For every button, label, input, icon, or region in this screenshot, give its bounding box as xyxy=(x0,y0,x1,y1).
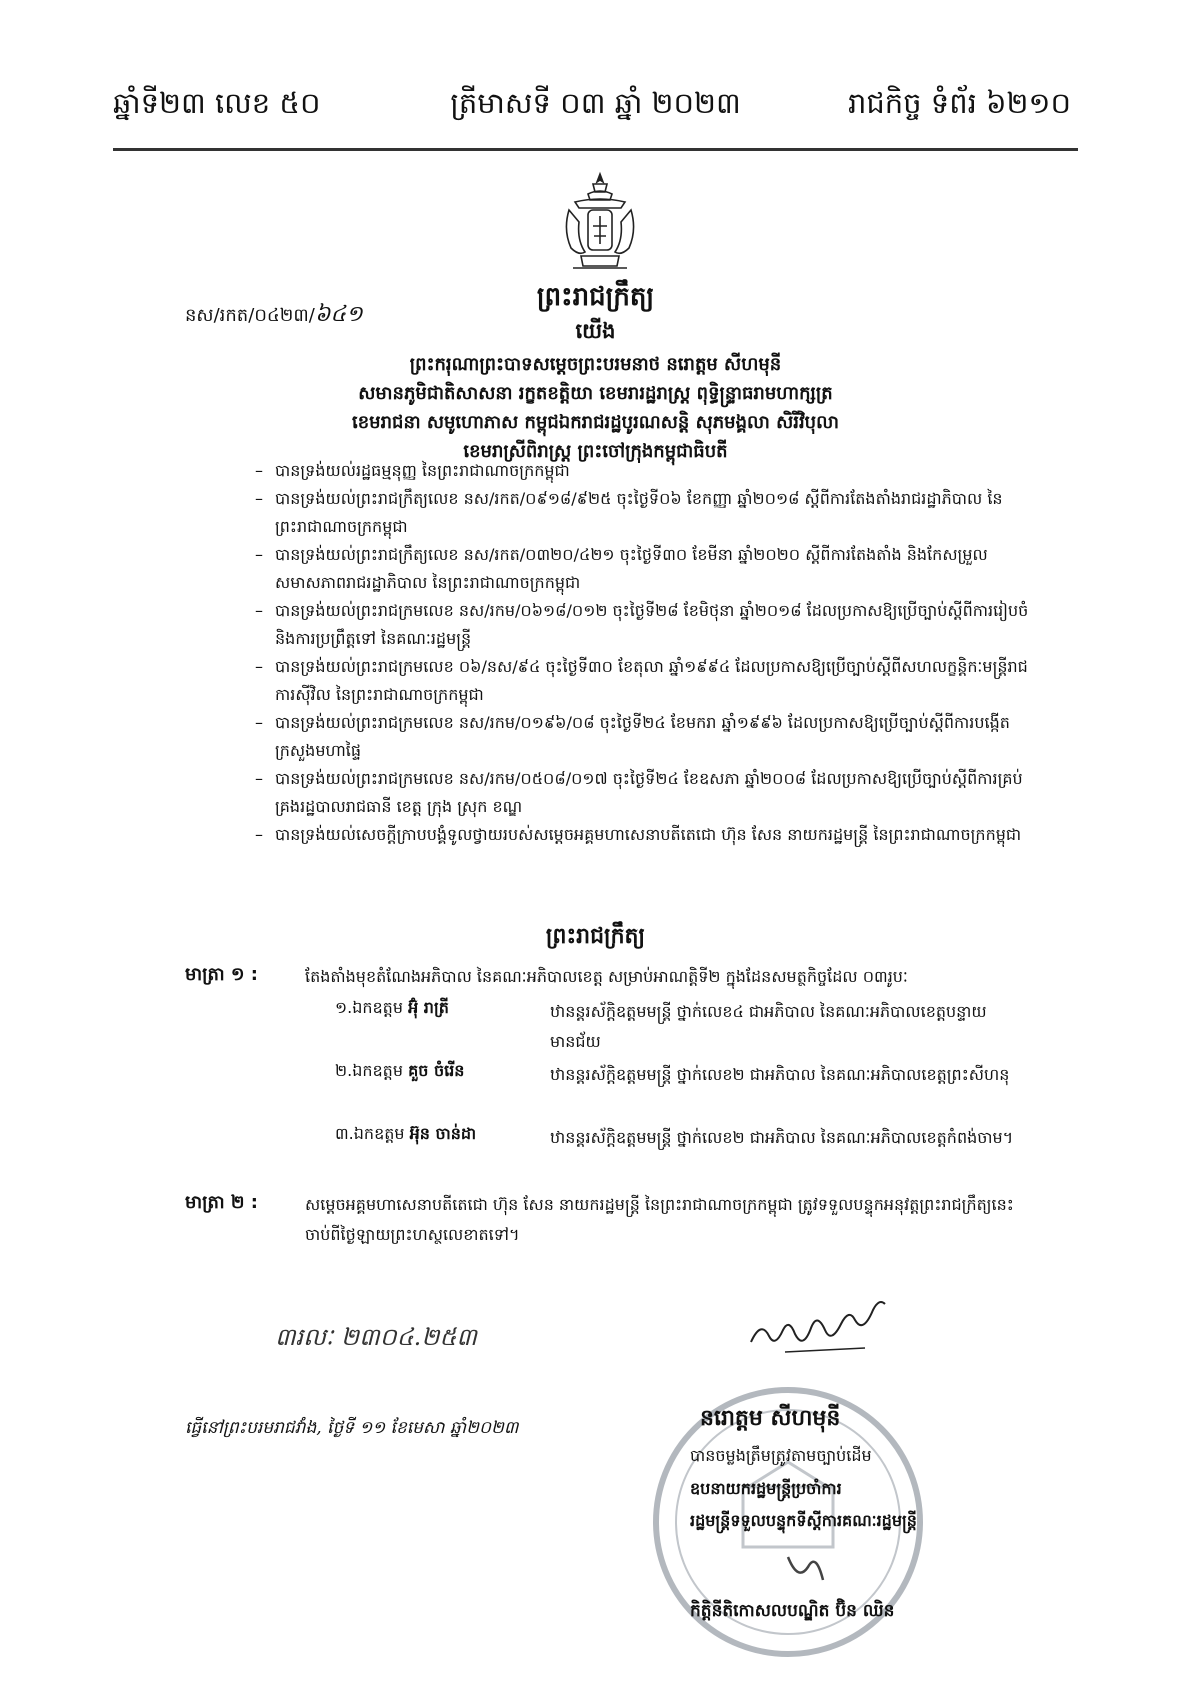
gazette-page-number: រាជកិច្ច ទំព័រ ៦២១០ xyxy=(847,86,1071,120)
article-2-text: សម្តេចអគ្គមហាសេនាបតីតេជោ ហ៊ុន សែន នាយករដ្ឋមន្ត្រី នៃព្រះរាជាណាចក្រកម្ពុជា ត្រូវទទួលបន្ទុកអនុវត្តព្រះរាជក្រឹត្យនេះ ចាប់ពីថ្ងៃឡាយព្រះហស្ថលេខាតទៅ។ xyxy=(305,1195,1014,1244)
heading-we: យើង xyxy=(575,319,616,343)
decree-heading: ព្រះរាជក្រឹត្យ xyxy=(545,924,646,949)
king-title-line-3: ខេមរាជនា សមូហោភាស កម្ពុជឯករាជរដ្ឋបូរណសន្តិ សុភមង្គលា សិរីវិបុលា xyxy=(352,412,839,433)
king-title-line-4: ខេមរាស្រីពិរាស្ត្រ ព្រះចៅក្រុងកម្ពុជាធិបតី xyxy=(463,441,728,462)
king-title-line-1: ព្រះករុណាព្រះបាទសម្តេចព្រះបរមនាថ នរោត្តម សីហមុនី xyxy=(409,354,782,375)
citation-text: បានទ្រង់យល់សេចក្តីក្រាបបង្គំទូលថ្វាយរបស់សម្តេចអគ្គមហាសេនាបតីតេជោ ហ៊ុន សែន នាយករដ្ឋមន្ត្រី នៃព្រះរាជាណាចក្រកម្ពុជា xyxy=(275,825,1022,844)
citation-text: បានទ្រង់យល់ព្រះរាជក្រមលេខ នស/រកម/០៥០៨/០១៧ ចុះថ្ងៃទី២៤ ខែឧសភា ឆ្នាំ២០០៨ ដែលប្រកាសឱ្យប្រើច្បាប់ស្តីពីការគ្រប់គ្រងរដ្ឋបាលរាជធានី ខេត្ត ក្រុង ស្រុក ខណ្ឌ xyxy=(275,769,1023,816)
countersigner-name: កិត្តិនីតិកោសលបណ្ឌិត ប៊ិន ឈិន xyxy=(690,1601,895,1621)
citation-text: បានទ្រង់យល់ព្រះរាជក្រមលេខ នស/រកម/០១៩៦/០៨ ចុះថ្ងៃទី២៤ ខែមករា ឆ្នាំ១៩៩៦ ដែលប្រកាសឱ្យប្រើច្បាប់ស្តីពីការបង្កើតក្រសួងមហាផ្ទៃ xyxy=(275,713,1010,760)
place-and-date: ធ្វើនៅព្រះបរមរាជវាំង, ថ្ងៃទី ១១ ខែមេសា ឆ្នាំ២០២៣ xyxy=(185,1418,519,1438)
signer-ministry-line: រដ្ឋមន្ត្រីទទួលបន្ទុកទីស្តីការគណៈរដ្ឋមន្ត្រី xyxy=(690,1511,917,1530)
article-1-text: តែងតាំងមុខតំណែងអភិបាល នៃគណៈអភិបាលខេត្ត សម្រាប់អាណត្តិទី២ ក្នុងដែនសមត្ថកិច្ចដែល ០៣រូបៈ xyxy=(305,967,908,986)
appointee-name: អ៊ុន ចាន់ដា xyxy=(409,1124,477,1143)
signer-position-line: ឧបនាយករដ្ឋមន្ត្រីប្រចាំការ xyxy=(690,1479,842,1498)
citation-text: បានទ្រង់យល់ព្រះរាជក្រឹត្យលេខ នស/រកត/០៩១៨/៩២៥ ចុះថ្ងៃទី០៦ ខែកញ្ញា ឆ្នាំ២០១៨ ស្តីពីការតែងតាំងរាជរដ្ឋាភិបាល នៃព្រះរាជាណាចក្រកម្ពុជា xyxy=(275,489,1003,536)
gazette-year-issue: ឆ្នាំទី២៣ លេខ ៥០ xyxy=(113,86,321,120)
appointee-prefix: ២.ឯកឧត្តម xyxy=(335,1061,403,1080)
citation-text: បានទ្រង់យល់រដ្ឋធម្មនុញ្ញ នៃព្រះរាជាណាចក្រកម្ពុជា xyxy=(275,461,570,480)
signer-name: នរោត្តម សីហមុនី xyxy=(700,1406,841,1431)
appointee-1-description: ឋានន្តរស័ក្តិឧត្តមមន្ត្រី ថ្នាក់លេខ៤ ជាអភិបាល នៃគណៈអភិបាលខេត្តបន្ទាយមានជ័យ xyxy=(550,1002,987,1051)
appointee-1 xyxy=(335,997,449,1021)
appointee-name: គួច ចំរើន xyxy=(408,1061,465,1080)
appointee-prefix: ៣.ឯកឧត្តម xyxy=(335,1124,405,1143)
citation-item: – បានទ្រង់យល់រដ្ឋធម្មនុញ្ញ នៃព្រះរាជាណាចក្រកម្ពុជា xyxy=(255,461,570,480)
citation-text: បានទ្រង់យល់ព្រះរាជក្រមលេខ ០៦/នស/៩៤ ចុះថ្ងៃទី៣០ ខែតុលា ឆ្នាំ១៩៩៤ ដែលប្រកាសឱ្យប្រើច្បាប់ស្តីពីសហលក្ខន្តិកៈមន្ត្រីរាជការស៊ីវិល នៃព្រះរាជាណាចក្រកម្ពុជា xyxy=(275,657,1028,704)
appointee-2-description: ឋានន្តរស័ក្តិឧត្តមមន្ត្រី ថ្នាក់លេខ២ ជាអភិបាល នៃគណៈអភិបាលខេត្តព្រះសីហនុ xyxy=(550,1065,1010,1084)
appointee-name: អ៊ុំ រាត្រី xyxy=(408,998,449,1017)
citation-text: បានទ្រង់យល់ព្រះរាជក្រឹត្យលេខ នស/រកត/០៣២០/៤២១ ចុះថ្ងៃទី៣០ ខែមីនា ឆ្នាំ២០២០ ស្តីពីការតែងតាំង និងកែសម្រួលសមាសភាពរាជរដ្ឋាភិបាល នៃព្រះរាជាណាចក្រកម្ពុជា xyxy=(275,545,988,592)
royal-signature-icon xyxy=(745,1290,895,1360)
certified-copy-line: បានចម្លងត្រឹមត្រូវតាមច្បាប់ដើម xyxy=(690,1446,872,1465)
gazette-quarter: ត្រីមាសទី ០៣ ឆ្នាំ ២០២៣ xyxy=(450,86,741,120)
registration-number: ៣រលៈ ២៣០៤.២៥៣ xyxy=(275,1323,477,1351)
article-2-label: មាត្រា ២ : xyxy=(185,1192,258,1213)
king-title-line-2: សមានភូមិជាតិសាសនា រក្ខតខត្តិយា ខេមរារដ្ឋរាស្ត្រ ពុទ្ធិន្ទ្រាធរាមហាក្សត្រ xyxy=(358,383,833,404)
citation-item: – បានទ្រង់យល់ព្រះរាជក្រមលេខ នស/រកម/០១៩៦/០៨ ចុះថ្ងៃទី២៤ ខែមករា ឆ្នាំ១៩៩៦ ដែលប្រកាសឱ្យប្រើច្បាប់ស្តីពីការបង្កើតក្រសួងមហាផ្ទៃ xyxy=(255,713,1010,760)
appointee-2 xyxy=(335,1060,464,1084)
reference-handwritten: ៦៤១ xyxy=(314,302,363,327)
citation-item: – បានទ្រង់យល់ព្រះរាជក្រមលេខ ០៦/នស/៩៤ ចុះថ្ងៃទី៣០ ខែតុលា ឆ្នាំ១៩៩៤ ដែលប្រកាសឱ្យប្រើច្បាប់ស្តីពីសហលក្ខន្តិកៈមន្ត្រីរាជការស៊ីវិល នៃព្រះរាជាណាចក្រកម្ពុជា xyxy=(255,657,1028,704)
appointee-3-description: ឋានន្តរស័ក្តិឧត្តមមន្ត្រី ថ្នាក់លេខ២ ជាអភិបាល នៃគណៈអភិបាលខេត្តកំពង់ចាម។ xyxy=(550,1128,1014,1147)
appointee-prefix: ១.ឯកឧត្តម xyxy=(335,998,403,1017)
citation-item: – បានទ្រង់យល់ព្រះរាជក្រមលេខ នស/រកម/០៥០៨/០១៧ ចុះថ្ងៃទី២៤ ខែឧសភា ឆ្នាំ២០០៨ ដែលប្រកាសឱ្យប្រើច្បាប់ស្តីពីការគ្រប់គ្រងរដ្ឋបាលរាជធានី ខេត្ត ក្រុង ស្រុក ខណ្ឌ xyxy=(255,769,1023,816)
document-title: ព្រះរាជក្រឹត្យ xyxy=(536,282,655,312)
appointee-3 xyxy=(335,1123,476,1147)
citation-item: – បានទ្រង់យល់ព្រះរាជក្រឹត្យលេខ នស/រកត/០៣២០/៤២១ ចុះថ្ងៃទី៣០ ខែមីនា ឆ្នាំ២០២០ ស្តីពីការតែងតាំង និងកែសម្រួលសមាសភាពរាជរដ្ឋាភិបាល នៃព្រះរាជាណាចក្រកម្ពុជា xyxy=(255,545,988,592)
citation-item: – បានទ្រង់យល់ព្រះរាជក្រមលេខ នស/រកម/០៦១៨/០១២ ចុះថ្ងៃទី២៨ ខែមិថុនា ឆ្នាំ២០១៨ ដែលប្រកាសឱ្យប្រើច្បាប់ស្តីពីការរៀបចំ និងការប្រព្រឹត្តទៅ នៃគណៈរដ្ឋមន្ត្រី xyxy=(255,601,1029,648)
article-1-label: មាត្រា ១ : xyxy=(185,964,258,985)
header-divider xyxy=(113,148,1078,151)
reference-printed: នស/រកត/០៤២៣/ xyxy=(185,305,315,326)
citation-text: បានទ្រង់យល់ព្រះរាជក្រមលេខ នស/រកម/០៦១៨/០១២ ចុះថ្ងៃទី២៨ ខែមិថុនា ឆ្នាំ២០១៨ ដែលប្រកាសឱ្យប្រើច្បាប់ស្តីពីការរៀបចំ និងការប្រព្រឹត្តទៅ នៃគណៈរដ្ឋមន្ត្រី xyxy=(275,601,1029,648)
citation-item: – បានទ្រង់យល់ព្រះរាជក្រឹត្យលេខ នស/រកត/០៩១៨/៩២៥ ចុះថ្ងៃទី០៦ ខែកញ្ញា ឆ្នាំ២០១៨ ស្តីពីការតែងតាំងរាជរដ្ឋាភិបាល នៃព្រះរាជាណាចក្រកម្ពុជា xyxy=(255,489,1003,536)
citation-item: – បានទ្រង់យល់សេចក្តីក្រាបបង្គំទូលថ្វាយរបស់សម្តេចអគ្គមហាសេនាបតីតេជោ ហ៊ុន សែន នាយករដ្ឋមន្ត្រី នៃព្រះរាជាណាចក្រកម្ពុជា xyxy=(255,825,1022,844)
royal-coat-of-arms-icon xyxy=(555,170,645,275)
